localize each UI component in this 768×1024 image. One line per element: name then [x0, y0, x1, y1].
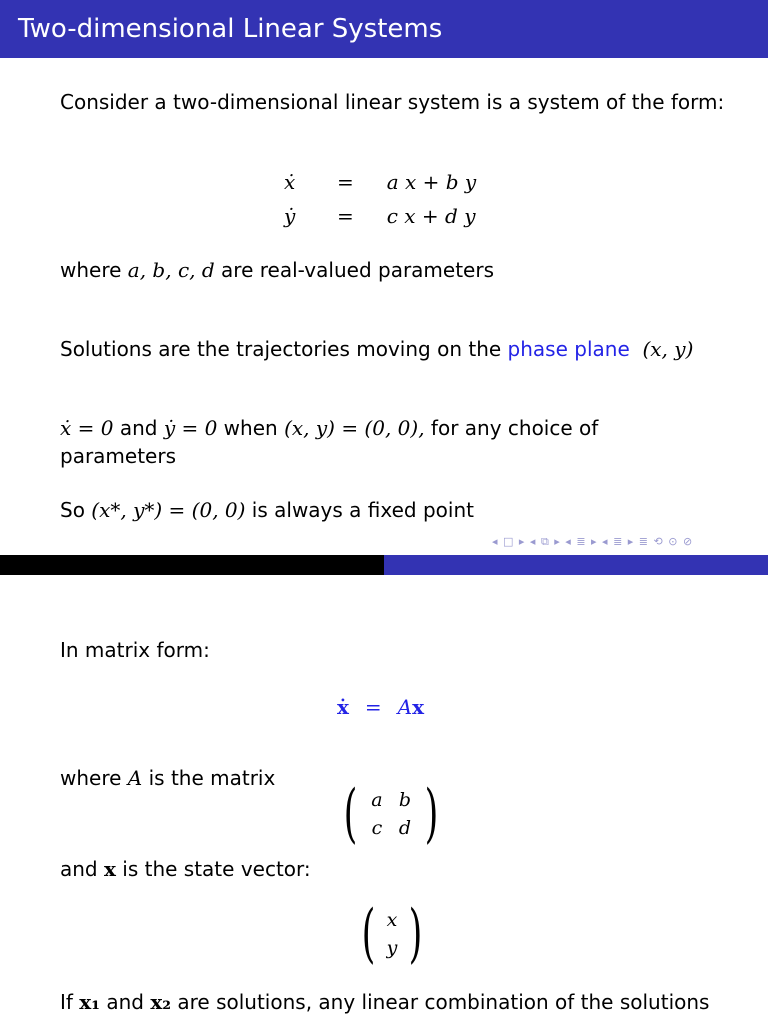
fixed-condition-line — [60, 416, 598, 440]
origin-math: (x, y) = (0, 0), — [284, 416, 425, 440]
solutions-line — [60, 337, 693, 361]
eq1-equals: = — [336, 170, 354, 194]
slide-divider-right — [384, 555, 768, 575]
eq2-equals: = — [336, 204, 354, 228]
fixed-point-math: (x*, y*) = (0, 0) — [91, 498, 246, 522]
x2-vector: x₂ — [150, 990, 172, 1014]
solutions-pre: Solutions are the trajectories moving on the — [60, 337, 508, 361]
vector-entry: x — [386, 909, 398, 931]
x-vector: x — [412, 695, 425, 719]
where-post: is the matrix — [142, 766, 276, 790]
matrix-equals: = — [364, 695, 382, 719]
xdot-vector: ẋ — [337, 695, 349, 719]
if-pre: If — [60, 990, 80, 1014]
right-paren: ) — [408, 897, 423, 971]
parameters-word: parameters — [60, 444, 177, 468]
state-post: is the state vector: — [115, 857, 311, 881]
slide-title-bar — [0, 0, 768, 58]
when-word: when — [217, 416, 285, 440]
eq1-rhs: a x + b y — [386, 170, 477, 194]
slide-divider-left — [0, 555, 384, 575]
where-pre: where — [60, 766, 128, 790]
state-x: x — [103, 857, 116, 881]
eq2-rhs: c x + d y — [386, 204, 476, 228]
and-word: and — [113, 416, 164, 440]
xdot-zero: ẋ = 0 — [60, 416, 114, 440]
any-choice-text: for any choice of — [424, 416, 599, 440]
so-pre: So — [60, 498, 92, 522]
right-paren: ) — [424, 777, 439, 851]
state-vector-line — [60, 857, 311, 881]
matrix-entry: a — [371, 789, 383, 811]
fixed-point-line — [60, 498, 474, 522]
x1-vector: x₁ — [79, 990, 100, 1014]
slide-title: Two-dimensional Linear Systems — [18, 14, 443, 44]
params-math: a, b, c, d — [127, 258, 215, 282]
matrix-entry: b — [398, 789, 412, 811]
where-A: A — [127, 766, 143, 790]
left-paren: ( — [343, 777, 358, 851]
matrix-entries — [363, 786, 419, 842]
params-line — [60, 258, 494, 282]
state-pre: and — [60, 857, 104, 881]
solutions-post: are solutions, any linear combination of the solutions — [171, 990, 710, 1014]
and-word-2: and — [99, 990, 151, 1014]
params-pre: where — [60, 258, 128, 282]
eq2-lhs: ẏ — [284, 204, 296, 228]
matrix-entry: c — [371, 817, 383, 839]
solutions-math: (x, y) — [642, 337, 694, 361]
where-matrix-line — [60, 766, 275, 790]
vector-entry: y — [386, 937, 398, 959]
vector-display — [356, 897, 428, 971]
beamer-navigation-icons[interactable]: ◂ □ ▸ ◂ ⧉ ▸ ◂ ≣ ▸ ◂ ≣ ▸ ≣ ⟲ ⊙ ⊘ — [492, 535, 694, 548]
ydot-zero: ẏ = 0 — [163, 416, 218, 440]
phase-plane-link[interactable]: phase plane — [507, 337, 630, 361]
matrix-form-intro: In matrix form: — [60, 638, 210, 662]
matrix-equation — [337, 695, 424, 719]
so-post: is always a fixed point — [245, 498, 474, 522]
vector-entries — [381, 906, 403, 962]
matrix-display — [338, 777, 444, 851]
equation-row-2 — [284, 204, 476, 228]
intro-text: Consider a two-dimensional linear system is a system of the form: — [60, 90, 725, 114]
matrix-entry: d — [398, 817, 412, 839]
left-paren: ( — [361, 897, 376, 971]
eq1-lhs: ẋ — [284, 170, 296, 194]
params-post: are real-valued parameters — [214, 258, 494, 282]
linear-combination-line — [60, 990, 709, 1014]
matrix-A: A — [397, 695, 413, 719]
equation-row-1 — [284, 170, 476, 194]
